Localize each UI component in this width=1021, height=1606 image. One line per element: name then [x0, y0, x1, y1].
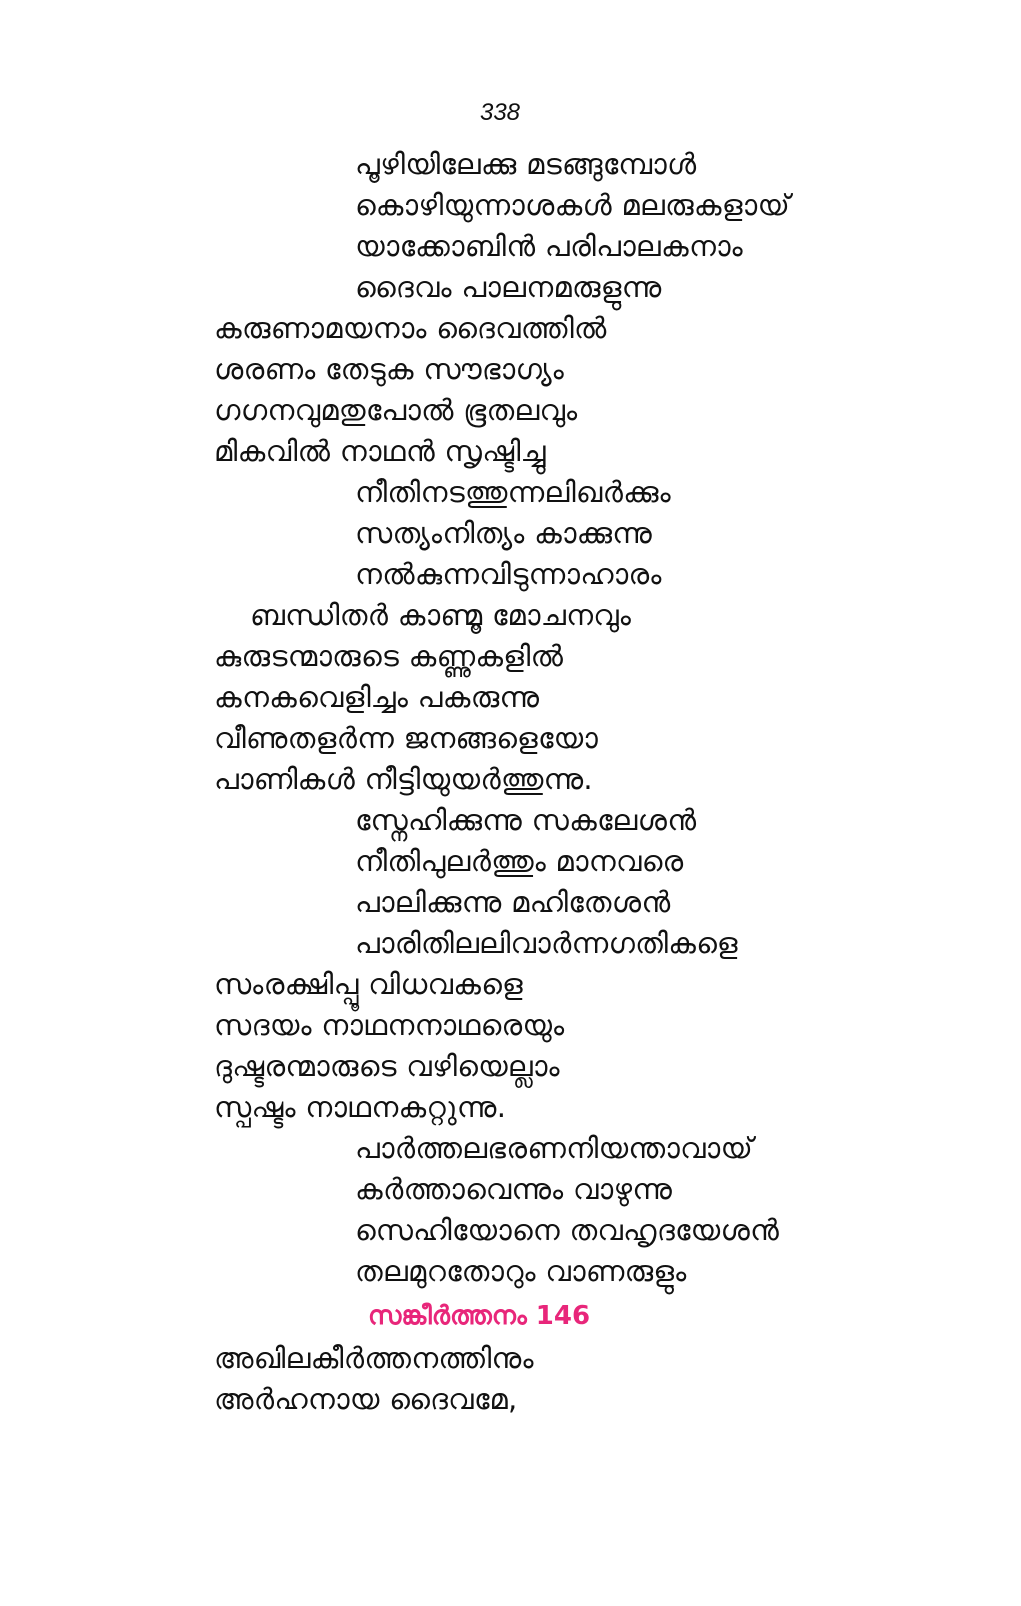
verse-line: പാണികൾ നീട്ടിയുയർത്തുന്നു. — [214, 762, 593, 796]
verse-line: നീതിപുലർത്തും മാനവരെ — [355, 844, 684, 878]
verse-line: സംരക്ഷിപ്പൂ വിധവകളെ — [214, 967, 523, 1001]
verse-line: പാലിക്കുന്നു മഹിതേശൻ — [355, 885, 671, 919]
verse-line: കനകവെളിച്ചം പകരുന്നു — [214, 680, 540, 714]
verse-line: സദയം നാഥനനാഥരെയും — [214, 1008, 565, 1042]
verse-line: നൽകുന്നവിടുന്നാഹാരം — [355, 557, 662, 591]
verse-line: സെഹിയോനെ തവഹൃദയേശൻ — [355, 1213, 780, 1247]
page-number: 338 — [479, 99, 521, 126]
verse-line: യാക്കോബിൻ പരിപാലകനാം — [355, 229, 744, 263]
verse-line: ബന്ധിതർ കാണ്മൂ മോചനവും — [250, 598, 632, 632]
verse-line: സ്പഷ്ടം നാഥനകറ്റുന്നു. — [214, 1090, 507, 1124]
verse-line: ദൈവം പാലനമരുളുന്നു — [355, 270, 662, 304]
verse-line: ഗഗനവുമതുപോൽ ഭൂതലവും — [214, 393, 578, 427]
psalm-heading: സങ്കീർത്തനം 146 — [368, 1301, 591, 1331]
verse-line: അർഹനായ ദൈവമേ, — [214, 1382, 518, 1416]
verse-line: ദുഷ്ടരന്മാരുടെ വഴിയെല്ലാം — [214, 1049, 560, 1083]
verse-line: ശരണം തേടുക സൗഭാഗ്യം — [214, 352, 565, 386]
verse-line: തലമുറതോറും വാണരുളും — [355, 1254, 687, 1288]
verse-line: അഖിലകീർത്തനത്തിനും — [214, 1341, 534, 1375]
verse-line: പാരിതിലലിവാർന്നഗതികളെ — [355, 926, 738, 960]
verse-line: കൊഴിയുന്നാശകൾ മലരുകളായ് — [355, 188, 791, 222]
verse-line: നീതിനടത്തുന്നലിഖർക്കും — [355, 475, 671, 509]
verse-line: സത്യംനിത്യം കാക്കുന്നു — [355, 516, 653, 550]
verse-line: പാർത്തലഭരണനിയന്താവായ് — [355, 1131, 754, 1165]
verse-line: കരുണാമയനാം ദൈവത്തിൽ — [214, 311, 607, 345]
verse-line: മികവിൽ നാഥൻ സൃഷ്ടിച്ചു — [214, 434, 546, 468]
verse-line: കുരുടന്മാരുടെ കണ്ണുകളിൽ — [214, 639, 564, 673]
verse-line: പൂഴിയിലേക്കു മടങ്ങുമ്പോൾ — [355, 147, 697, 181]
verse-line: വീണുതളർന്ന ജനങ്ങളെയോ — [214, 721, 599, 755]
verse-line: സ്നേഹിക്കുന്നു സകലേശൻ — [355, 803, 697, 837]
verse-line: കർത്താവെന്നും വാഴുന്നു — [355, 1172, 673, 1206]
